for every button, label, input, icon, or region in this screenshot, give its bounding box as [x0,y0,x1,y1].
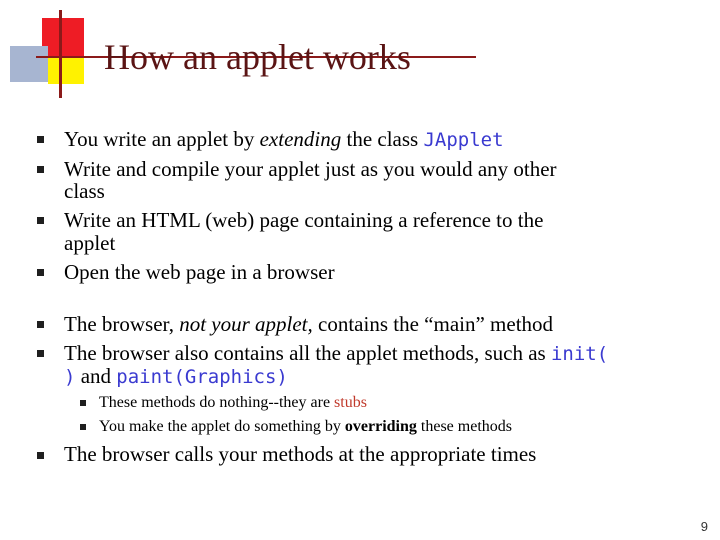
bullet-1 [64,127,504,153]
bullet-2-line-2: class [64,179,105,203]
decor-yellow-square [48,57,84,84]
bullet-3-line-2: applet [64,231,116,255]
bullet-1-text-2: the class [341,127,424,151]
bullet-5-text-2: contains the “main” method [312,312,554,336]
bullet-4: Open the web page in a browser [64,260,335,284]
bullet-6-text: The browser also contains all the applet methods, such as [64,341,551,365]
sub-bullet-marker [80,424,86,430]
sub-bullet-2-text-2: these methods [416,418,512,435]
decor-blue-square [10,46,48,82]
bullet-marker [37,166,44,173]
bullet-marker [37,136,44,143]
bullet-2-line-1: Write and compile your applet just as you would any other [64,157,557,181]
decor-vertical-line [59,10,62,98]
sub-bullet-2-bold: overriding [344,418,417,435]
bullet-marker [37,452,44,459]
bullet-marker [37,321,44,328]
bullet-1-text: You write an applet by [64,127,260,151]
code-japplet: JApplet [423,129,504,151]
bullet-5 [64,312,553,337]
bullet-5-emphasis: not your applet, [179,312,313,336]
bullet-5-text: The browser, [64,312,180,336]
sub-bullet-1 [99,393,367,413]
sub-bullet-1-stubs: stubs [334,394,367,411]
bullet-7: The browser calls your methods at the appropriate times [64,442,537,466]
page-number: 9 [700,519,708,534]
sub-bullet-marker [80,400,86,406]
bullet-6-text-2: and [75,364,117,388]
bullet-marker [37,217,44,224]
sub-bullet-2-text: You make the applet do something by [99,418,345,435]
decor-red-square [42,18,84,60]
code-paint: paint(Graphics) [116,366,288,388]
bullet-1-emphasis: extending [259,127,342,151]
code-init: init( [550,343,609,365]
bullet-marker [37,350,44,357]
sub-bullet-1-text: These methods do nothing--they are [99,394,335,411]
bullet-marker [37,269,44,276]
slide-title: How an applet works [104,37,411,77]
bullet-6-line-2 [64,364,288,390]
code-init-close: ) [64,366,76,388]
sub-bullet-2 [99,417,512,437]
bullet-3-line-1: Write an HTML (web) page containing a reference to the [64,208,544,232]
